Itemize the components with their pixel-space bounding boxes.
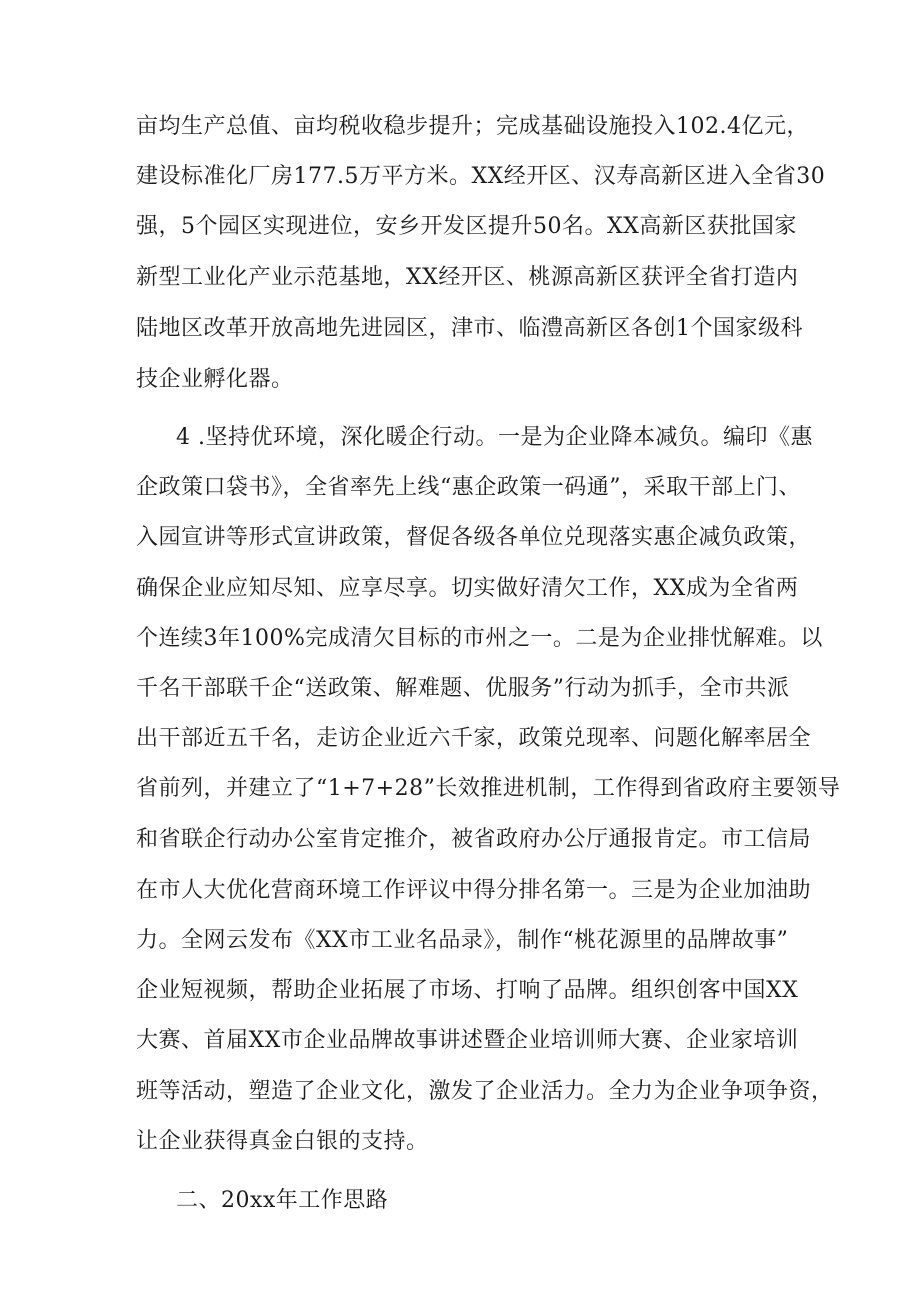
paragraph-line: 技企业孵化器。	[136, 367, 294, 392]
paragraph-line: 力。全网云发布《XX市工业名品录》，制作“桃花源里的品牌故事”	[136, 928, 789, 953]
paragraph-line: 和省联企行动办公室肯定推介，被省政府办公厅通报肯定。市工信局	[136, 827, 812, 852]
paragraph-line: 省前列，并建立了“1+7+28”长效推进机制，工作得到省政府主要领导	[136, 776, 841, 801]
paragraph-line: 大赛、首届XX市企业品牌故事讲述暨企业培训师大赛、企业家培训	[136, 1028, 799, 1053]
paragraph-line: 让企业获得真金白银的支持。	[136, 1129, 429, 1154]
paragraph-line: 亩均生产总值、亩均税收稳步提升；完成基础设施投入102.4亿元，	[136, 114, 809, 139]
paragraph-line: 企业短视频，帮助企业拓展了市场、打响了品牌。组织创客中国XX	[136, 978, 799, 1003]
paragraph-line: 个连续3年100%完成清欠目标的市州之一。二是为企业排忧解难。以	[136, 626, 823, 651]
paragraph-line: 强，5个园区实现进位，安乡开发区提升50名。XX高新区获批国家	[136, 214, 797, 239]
paragraph-line: 新型工业化产业示范基地，XX经开区、桃源高新区获评全省打造内	[136, 265, 799, 290]
paragraph-line: 千名干部联千企“送政策、解难题、优服务”行动为抓手，全市共派	[136, 676, 790, 701]
section-heading: 二、20xx年工作思路	[176, 1188, 389, 1213]
paragraph-line: 班等活动，塑造了企业文化，激发了企业活力。全力为企业争项争资，	[136, 1079, 834, 1104]
paragraph-line: 入园宣讲等形式宣讲政策，督促各级各单位兑现落实惠企减负政策，	[136, 525, 812, 550]
paragraph-line: 4 .坚持优环境，深化暖企行动。一是为企业降本减负。编印《惠	[176, 425, 813, 450]
paragraph-line: 出干部近五千名，走访企业近六千家，政策兑现率、问题化解率居全	[136, 726, 812, 751]
paragraph-line: 建设标准化厂房177.5万平方米。XX经开区、汉寿高新区进入全省30	[136, 164, 826, 189]
paragraph-line: 在市人大优化营商环境工作评议中得分排名第一。三是为企业加油助	[136, 878, 812, 903]
paragraph-line: 陆地区改革开放高地先进园区，津市、临澧高新区各创1个国家级科	[136, 316, 803, 341]
paragraph-line: 确保企业应知尽知、应享尽享。切实做好清欠工作，XX成为全省两	[136, 576, 799, 601]
paragraph-line: 企政策口袋书》，全省率先上线“惠企政策一码通”，采取干部上门、	[136, 475, 801, 500]
